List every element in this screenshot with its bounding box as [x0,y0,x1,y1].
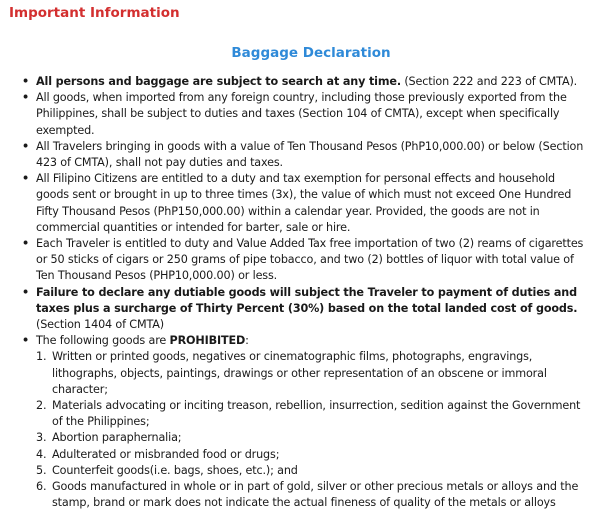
item-text: All goods, when imported from any foreign country, including those previously exported from the Philippines, shall be subject to duties and taxes (Section 104 of CMTA), except when specifically exempted. [36,91,567,137]
item-text: Counterfeit goods(i.e. bags, shoes, etc.); and [52,463,298,477]
item-number: 1. [36,350,47,364]
item-text: (Section 1404 of CMTA) [36,318,164,332]
prohibited-goods-item [36,333,600,511]
prohibited-label: PROHIBITED [169,334,246,348]
list-item [36,74,600,90]
item-text: Each Traveler is entitled to duty and Value Added Tax free importation of two (2) reams of cigarettes or 50 sticks of cigars or 250 grams of pipe tobacco, and two (2) bottles of liquor with total value of Ten Thousand Pesos (PHP10,000.00) or less. [36,237,584,283]
prohibited-list-item [36,430,590,446]
item-number: 2. [36,399,47,413]
list-item [36,285,600,334]
prohibited-list-item [36,479,590,511]
prohibited-list-item [36,398,590,430]
prohibited-list-item [36,349,590,398]
item-bold-text: All persons and baggage are subject to search at any time. [36,75,401,88]
item-text: Adulterated or misbranded food or drugs; [52,447,280,461]
item-text: (Section 222 and 223 of CMTA). [400,75,578,88]
prohibited-intro-end: : [245,334,249,348]
page-title: Important Information [9,5,180,21]
baggage-declaration-content [0,74,600,511]
list-item [36,171,600,236]
list-item [36,139,600,171]
item-number: 5. [36,463,47,477]
item-number: 6. [36,480,47,494]
list-item [36,236,600,285]
prohibited-intro: The following goods are [36,334,170,348]
item-bold-text: Failure to declare any dutiable goods will subject the Traveler to payment of duties and taxes plus a surcharge of Thirty Percent (30%) based on the total landed cost of goods. [36,285,578,315]
item-text: Goods manufactured in whole or in part of gold, silver or other precious metals or alloys and the stamp, brand or mark does not indicate the actual fineness of quality of the metals or alloys [52,480,579,510]
declaration-list [0,74,600,511]
item-text: Materials advocating or inciting treason, rebellion, insurrection, sedition against the Government of the Philippines; [52,399,581,429]
prohibited-list-item [36,463,590,479]
item-number: 4. [36,447,47,461]
prohibited-list [36,349,590,511]
list-item [36,90,600,139]
item-text: All Travelers bringing in goods with a value of Ten Thousand Pesos (PhP10,000.00) or below (Section 423 of CMTA), shall not pay duties and taxes. [36,139,584,170]
item-number: 3. [36,431,47,445]
prohibited-list-item [36,447,590,463]
item-text: Written or printed goods, negatives or cinematographic films, photographs, engravings, lithographs, objects, paintings, drawings or other representation of an obscene or immoral character; [52,350,547,396]
item-text: All Filipino Citizens are entitled to a duty and tax exemption for personal effects and household goods sent or brought in up to three times (3x), the value of which must not exceed One Hundred Fifty Thousand Pesos (PhP150,000.00) within a calendar year. Provided, the goods are not in commercial quantities or intended for barter, sale or hire. [36,172,572,234]
section-title: Baggage Declaration [231,45,391,61]
item-text: Abortion paraphernalia; [52,431,182,445]
